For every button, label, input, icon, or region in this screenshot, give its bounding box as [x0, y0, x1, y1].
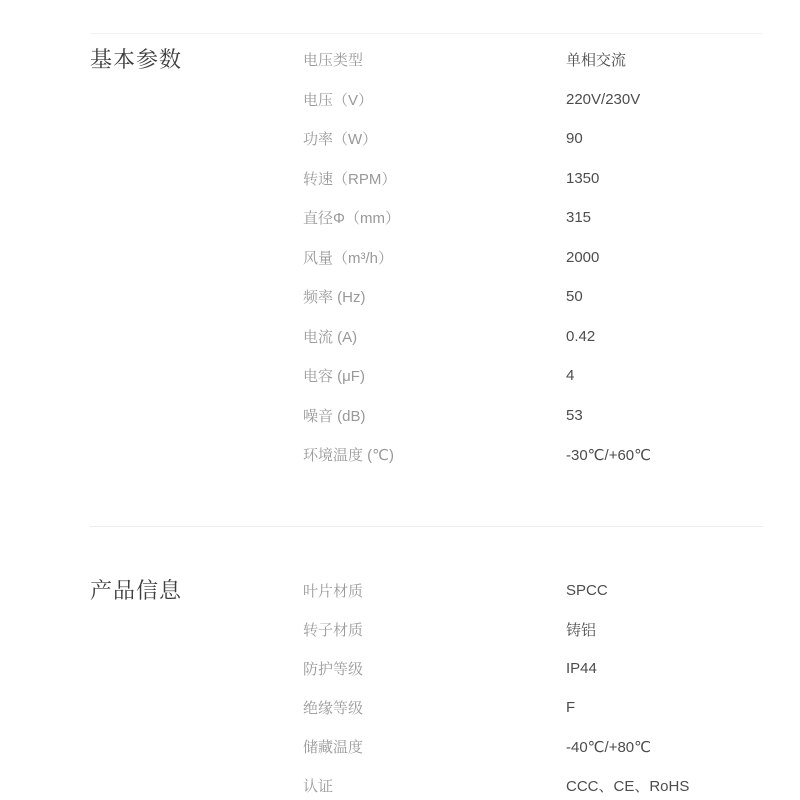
spec-value: 4	[566, 367, 575, 385]
section-product-info	[90, 571, 763, 800]
product-info-rows	[303, 571, 763, 800]
section-title-basic-parameters: 基本参数	[90, 47, 183, 72]
spec-row	[303, 198, 763, 238]
spec-value: CCC、CE、RoHS	[566, 778, 690, 795]
section-title-product-info: 产品信息	[90, 578, 183, 603]
spec-label: 功率（W）	[303, 131, 378, 149]
spec-row	[303, 727, 763, 766]
spec-label: 环境温度 (℃)	[303, 447, 395, 465]
spec-row	[303, 356, 763, 396]
spec-row	[303, 396, 763, 436]
spec-value: SPCC	[566, 582, 608, 599]
spec-label: 转子材质	[303, 622, 364, 639]
spec-row	[303, 571, 763, 610]
section-basic-parameters	[90, 40, 763, 475]
spec-value: -40℃/+80℃	[566, 738, 651, 756]
spec-row	[303, 766, 763, 800]
spec-row	[303, 277, 763, 317]
spec-label: 风量（m³/h）	[303, 249, 394, 267]
spec-value: 315	[566, 209, 592, 227]
spec-value: 铸铝	[566, 622, 597, 639]
spec-label: 转速（RPM）	[303, 170, 397, 188]
spec-row	[303, 435, 763, 475]
spec-value: 2000	[566, 248, 600, 266]
spec-label: 电压类型	[303, 52, 364, 70]
spec-value: -30℃/+60℃	[566, 446, 651, 464]
spec-row	[303, 80, 763, 120]
spec-label: 认证	[303, 778, 334, 795]
spec-label: 频率 (Hz)	[303, 289, 366, 307]
spec-label: 噪音 (dB)	[303, 407, 366, 425]
spec-label: 电压（V）	[303, 91, 374, 109]
basic-parameters-rows	[303, 40, 763, 475]
spec-value: 50	[566, 288, 583, 306]
spec-label: 电容 (μF)	[303, 368, 365, 386]
spec-value: IP44	[566, 660, 597, 677]
spec-row	[303, 119, 763, 159]
spec-label: 直径Φ（mm）	[303, 210, 400, 228]
top-divider	[90, 33, 763, 34]
spec-value: 0.42	[566, 327, 596, 345]
spec-value: 90	[566, 130, 583, 148]
spec-label: 防护等级	[303, 661, 364, 678]
spec-row	[303, 159, 763, 199]
spec-row	[303, 238, 763, 278]
spec-row	[303, 649, 763, 688]
spec-row	[303, 610, 763, 649]
spec-label: 叶片材质	[303, 583, 364, 600]
spec-value: 220V/230V	[566, 90, 641, 108]
spec-content	[90, 40, 763, 800]
spec-label: 绝缘等级	[303, 700, 364, 717]
spec-value: 单相交流	[566, 52, 627, 70]
spec-label: 储藏温度	[303, 739, 364, 756]
spec-value: 1350	[566, 169, 600, 187]
spec-label: 电流 (A)	[303, 328, 358, 346]
spec-row	[303, 688, 763, 727]
spec-row	[303, 40, 763, 80]
spec-value: 53	[566, 406, 583, 424]
spec-value: F	[566, 699, 576, 716]
spec-row	[303, 317, 763, 357]
